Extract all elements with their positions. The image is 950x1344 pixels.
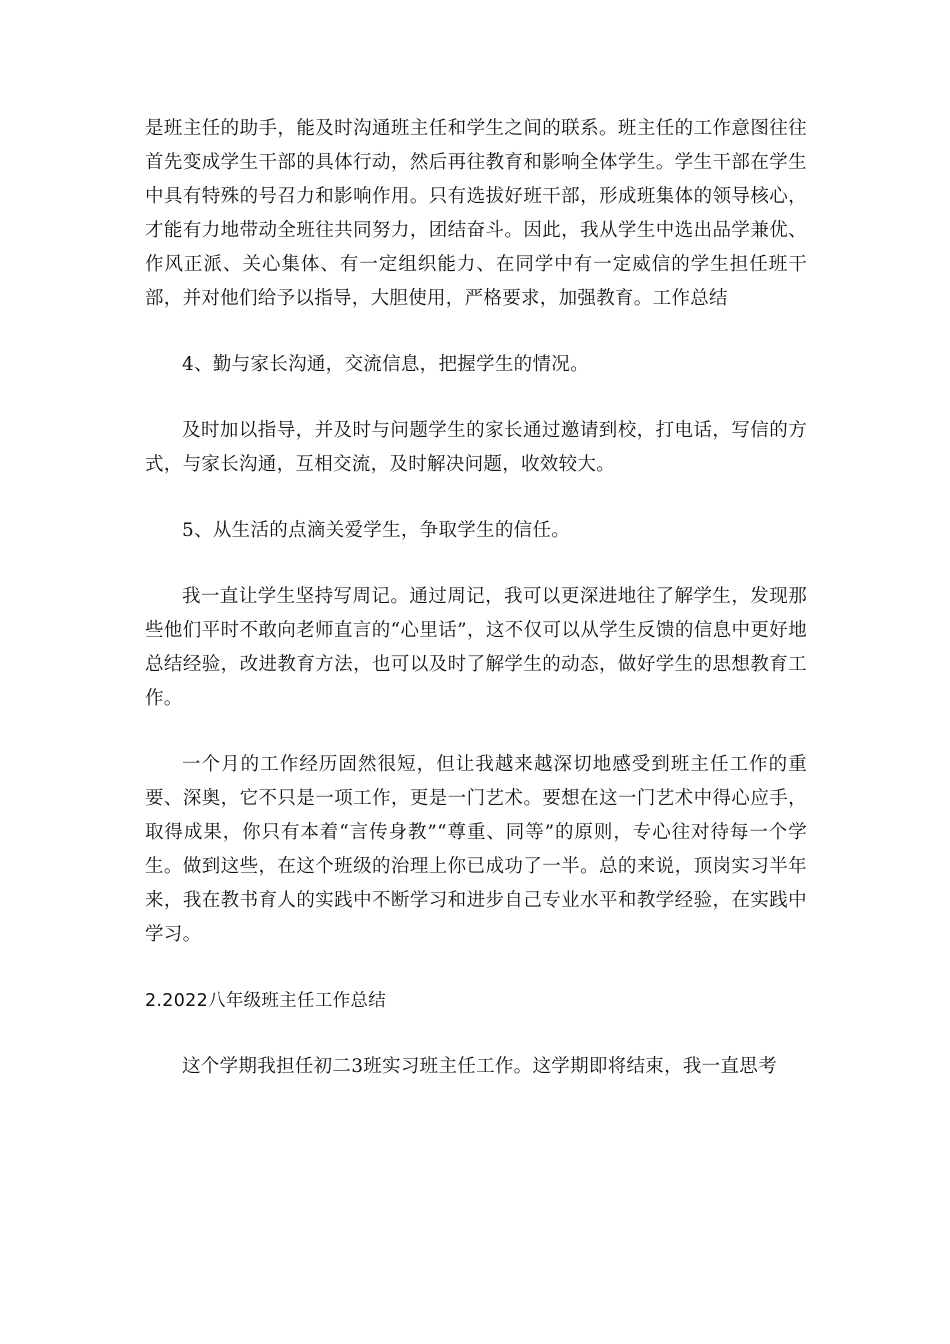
paragraph-summary: 一个月的工作经历固然很短，但让我越来越深切地感受到班主任工作的重要、深奥，它不只是一项工作，更是一门艺术。要想在这一门艺术中得心应手，取得成果，你只有本着“言传身教”“尊重、同等”的原则，专心往对待每一个学生。做到这些，在这个班级的治理上你已成功了一半。总的来说，顶岗实习半年来，我在教书育人的实践中不断学习和进步自己专业水平和教学经验，在实践中学习。 bbox=[145, 754, 807, 945]
paragraph-point-5-heading: 5、从生活的点滴关爱学生，争取学生的信任。 bbox=[182, 520, 571, 541]
paragraph-section-intro: 这个学期我担任初二3班实习班主任工作。这学期即将结束，我一直思考 bbox=[182, 1056, 777, 1077]
section-heading: 2.2022八年级班主任工作总结 bbox=[145, 991, 387, 1011]
paragraph-student-cadres: 是班主任的助手，能及时沟通班主任和学生之间的联系。班主任的工作意图往往首先变成学生干部的具体行动，然后再往教育和影响全体学生。学生干部在学生中具有特殊的号召力和影响作用。只有选拔好班干部，形成班集体的领导核心，才能有力地带动全班往共同努力，团结奋斗。因此，我从学生中选出品学兼优、作风正派、关心集体、有一定组织能力、在同学中有一定威信的学生担任班干部，并对他们给予以指导，大胆使用，严格要求，加强教育。工作总结 bbox=[145, 118, 807, 309]
paragraph-parent-communication: 及时加以指导，并及时与问题学生的家长通过邀请到校，打电话，写信的方式，与家长沟通，互相交流，及时解决问题，收效较大。 bbox=[145, 420, 807, 475]
paragraph-point-4-heading: 4、勤与家长沟通，交流信息，把握学生的情况。 bbox=[182, 354, 589, 375]
document-body bbox=[145, 112, 807, 1084]
paragraph-weekly-journal: 我一直让学生坚持写周记。通过周记，我可以更深进地往了解学生，发现那些他们平时不敢向老师直言的“心里话”，这不仅可以从学生反馈的信息中更好地总结经验，改进教育方法，也可以及时了解学生的动态，做好学生的思想教育工作。 bbox=[145, 586, 807, 709]
